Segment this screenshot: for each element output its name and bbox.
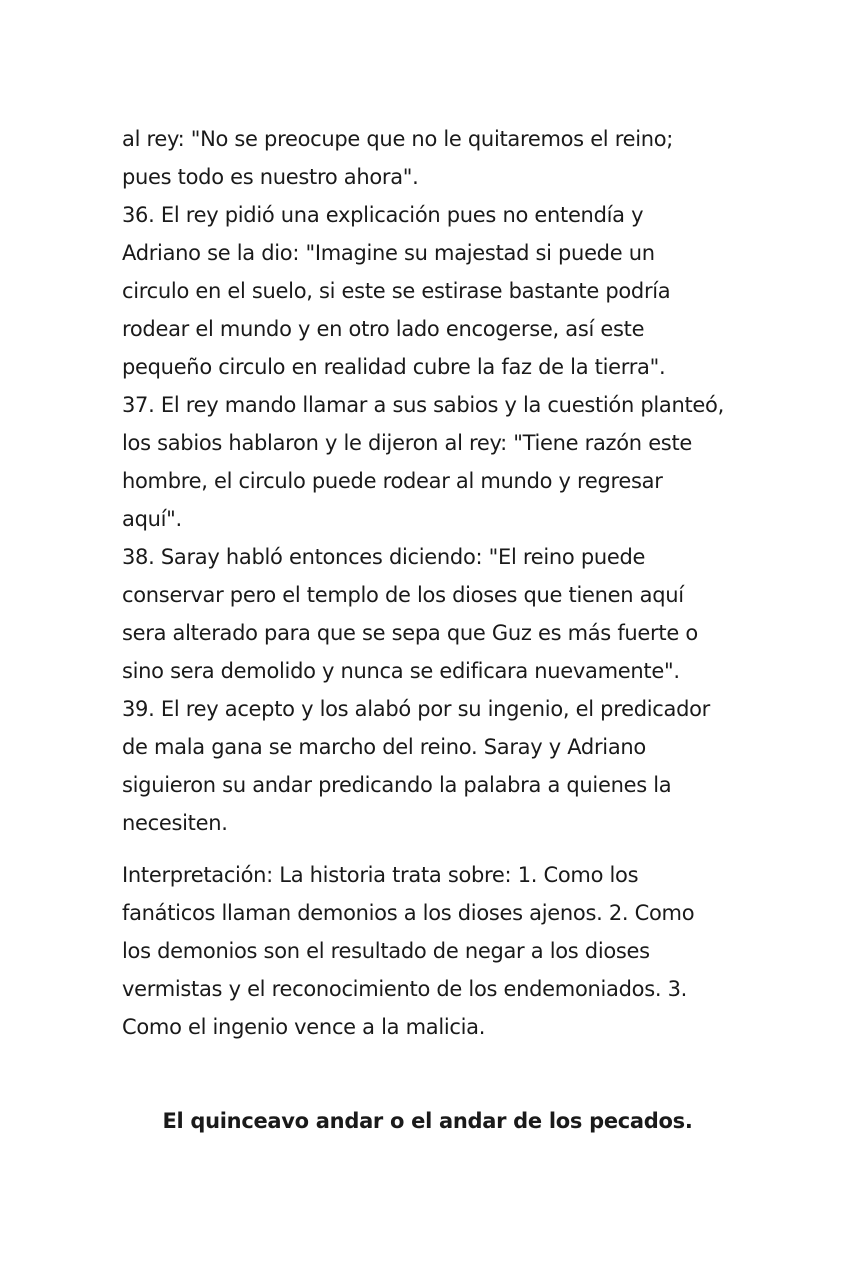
text-line: pues todo es nuestro ahora". [122,165,419,189]
section-heading: El quinceavo andar o el andar de los pecados. [162,1109,693,1133]
text-line: fanáticos llaman demonios a los dioses ajenos. 2. Como [122,901,695,925]
story-paragraph [122,120,742,842]
text-line: sino sera demolido y nunca se edificara nuevamente". [122,659,680,683]
text-line: Interpretación: La historia trata sobre: 1. Como los [122,863,639,887]
text-line: aquí". [122,507,182,531]
interpretation-paragraph [122,856,742,1046]
text-line: los demonios son el resultado de negar a los dioses [122,939,650,963]
text-line: siguieron su andar predicando la palabra a quienes la [122,773,672,797]
text-line: circulo en el suelo, si este se estirase bastante podría [122,279,671,303]
text-line: al rey: "No se preocupe que no le quitaremos el reino; [122,127,674,151]
text-line: Como el ingenio vence a la malicia. [122,1015,486,1039]
text-line: rodear el mundo y en otro lado encogerse, así este [122,317,645,341]
text-line: hombre, el circulo puede rodear al mundo y regresar [122,469,663,493]
text-line: pequeño circulo en realidad cubre la faz de la tierra". [122,355,666,379]
text-line: 39. El rey acepto y los alabó por su ingenio, el predicador [122,697,710,721]
text-line: 36. El rey pidió una explicación pues no entendía y [122,203,644,227]
text-line: sera alterado para que se sepa que Guz es más fuerte o [122,621,698,645]
text-line: necesiten. [122,811,228,835]
text-line: 37. El rey mando llamar a sus sabios y la cuestión planteó, [122,393,724,417]
text-line: de mala gana se marcho del reino. Saray y Adriano [122,735,646,759]
text-line: los sabios hablaron y le dijeron al rey: "Tiene razón este [122,431,693,455]
text-line: 38. Saray habló entonces diciendo: "El reino puede [122,545,646,569]
text-line: vermistas y el reconocimiento de los endemoniados. 3. [122,977,688,1001]
text-line: conservar pero el templo de los dioses que tienen aquí [122,583,684,607]
text-line: Adriano se la dio: "Imagine su majestad si puede un [122,241,655,265]
